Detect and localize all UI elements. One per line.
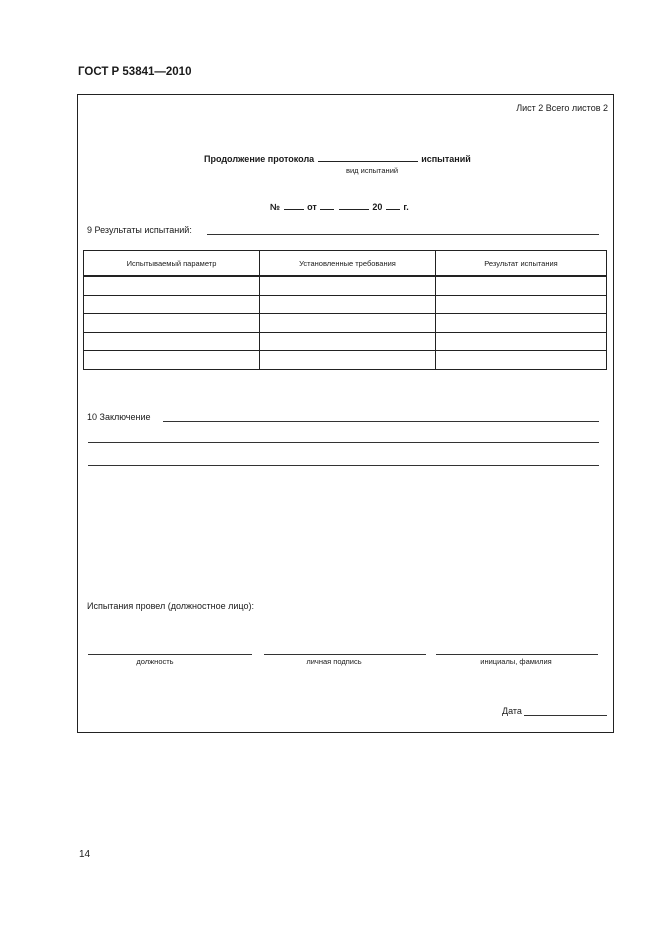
table-row — [84, 314, 607, 333]
column-header: Установленные требования — [260, 251, 436, 277]
year-prefix: 20 — [372, 202, 383, 212]
table-cell — [436, 295, 607, 314]
column-header: Испытываемый параметр — [84, 251, 260, 277]
protocol-number-line — [270, 200, 409, 212]
table-cell — [436, 276, 607, 295]
protocol-title — [204, 152, 471, 164]
position-signature-line — [88, 654, 252, 655]
conclusion-fill-line — [88, 442, 599, 443]
conclusion-label: 10 Заключение — [87, 412, 151, 422]
title-prefix: Продолжение протокола — [204, 154, 315, 164]
year-suffix: г. — [403, 202, 409, 212]
table-cell — [436, 332, 607, 351]
column-header: Результат испытания — [436, 251, 607, 277]
day-blank — [320, 200, 334, 210]
performed-by-label: Испытания провел (должностное лицо): — [87, 601, 254, 611]
table-cell — [84, 351, 260, 370]
table-cell — [260, 332, 436, 351]
table-row — [84, 351, 607, 370]
year-blank — [386, 200, 400, 210]
table-cell — [436, 314, 607, 333]
table-row — [84, 295, 607, 314]
name-signature-line — [436, 654, 598, 655]
table-cell — [84, 314, 260, 333]
results-table — [83, 250, 607, 370]
test-type-caption: вид испытаний — [346, 166, 399, 175]
table-row — [84, 332, 607, 351]
table-cell — [436, 351, 607, 370]
table-cell — [260, 276, 436, 295]
number-sign: № — [270, 202, 281, 212]
table-row — [84, 276, 607, 295]
signature-caption: личная подпись — [306, 657, 362, 666]
sheet-info: Лист 2 Всего листов 2 — [516, 103, 608, 113]
personal-signature-line — [264, 654, 426, 655]
results-fill-line — [207, 234, 599, 235]
month-blank — [339, 200, 369, 210]
table-header-row — [84, 251, 607, 277]
table-cell — [84, 332, 260, 351]
title-suffix: испытаний — [421, 154, 471, 164]
date-label: Дата — [502, 706, 522, 716]
name-caption: инициалы, фамилия — [480, 657, 552, 666]
conclusion-fill-line — [88, 465, 599, 466]
table-cell — [260, 351, 436, 370]
table-cell — [84, 276, 260, 295]
protocol-form-frame — [77, 94, 614, 733]
conclusion-fill-line — [163, 421, 599, 422]
number-blank — [284, 200, 304, 210]
from-label: от — [307, 202, 317, 212]
test-type-blank — [318, 152, 418, 162]
table-cell — [260, 295, 436, 314]
results-label: 9 Результаты испытаний: — [87, 225, 192, 235]
position-caption: должность — [136, 657, 174, 666]
date-fill-line — [524, 715, 607, 716]
page-number: 14 — [79, 849, 91, 860]
table-cell — [260, 314, 436, 333]
table-cell — [84, 295, 260, 314]
document-header: ГОСТ Р 53841—2010 — [78, 66, 192, 78]
